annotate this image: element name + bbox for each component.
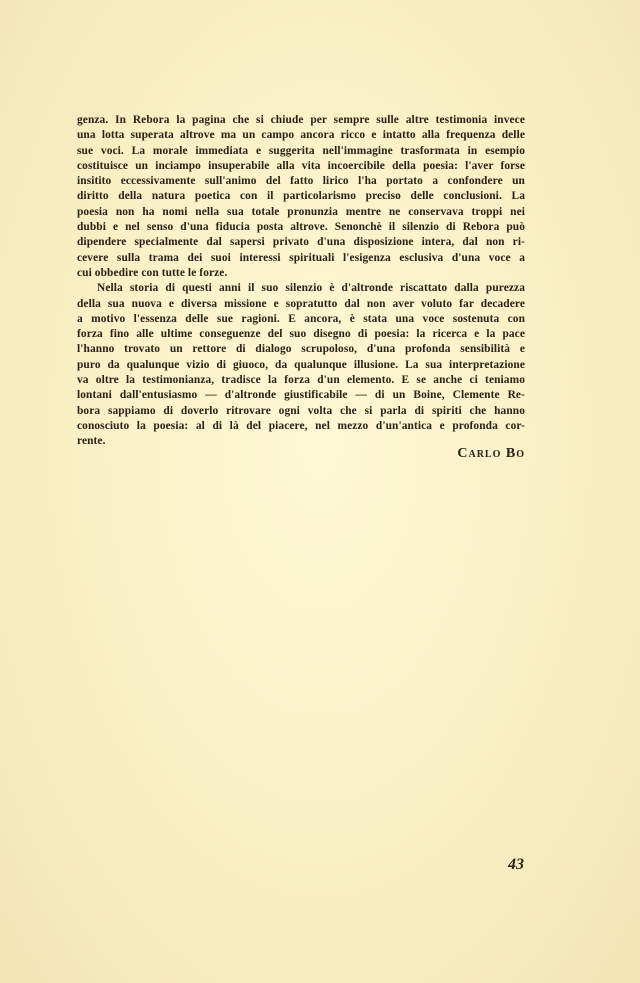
text-line: lontani dall'entusiasmo — d'altronde giustificabile — di un Boine, Clemente Re-: [77, 389, 525, 402]
text-line: puro da qualunque vizio di giuoco, da qualunque illusione. La sua interpretazione: [77, 358, 525, 371]
text-line: costituisce un inciampo insuperabile alla vita incoercibile della poesia: l'aver forse: [77, 159, 525, 172]
text-line: della sua nuova e diversa missione e sopratutto dal non aver voluto far decadere: [77, 297, 525, 310]
text-line: Nella storia di questi anni il suo silenzio è d'altronde riscattato dalla purezza: [97, 282, 525, 295]
text-line: cui obbedire con tutte le forze.: [77, 266, 228, 279]
paragraph-1: [77, 113, 525, 281]
text-line: poesia non ha nomi nella sua totale pronunzia mentre ne conservava troppi nei: [77, 205, 525, 218]
text-line: dipendere specialmente dal sapersi privato d'una disposizione intera, dal non ri-: [77, 236, 525, 249]
text-line: sue voci. La morale immediata e suggerita nell'immagine trasformata in esempio: [77, 144, 525, 157]
text-line: genza. In Rebora la pagina che si chiude per sempre sulle altre testimonia invece: [77, 114, 525, 126]
text-line: cevere sulla trama dei suoi interessi spirituali l'esigenza esclusiva d'una voce a: [77, 251, 525, 264]
text-line: conosciuto la poesia: al di là del piacere, nel mezzo d'un'antica e profonda cor-: [77, 419, 525, 432]
article-body: [77, 113, 525, 450]
text-line: va oltre la testimonianza, tradisce la forza d'un elemento. E se anche ci teniamo: [77, 374, 525, 387]
text-line: forza fino alle ultime conseguenze del suo disegno di poesia: la ricerca e la pace: [77, 328, 525, 341]
text-line: bora sappiamo di doverlo ritrovare ogni volta che si parla di spiriti che hanno: [77, 404, 525, 417]
text-line: insitito eccessivamente sull'animo del fatto lirico l'ha portato a confondere un: [77, 175, 525, 188]
text-line: una lotta superata altrove ma un campo ancora ricco e intatto alla frequenza delle: [77, 129, 525, 142]
text-line: l'hanno trovato un rettore di dialogo scrupoloso, d'una profonda sensibilità e: [77, 343, 525, 356]
author-signature: Carlo Bo: [457, 446, 525, 461]
text-line: a motivo l'essenza delle sue ragioni. E ancora, è stata una voce sostenuta con: [77, 312, 525, 325]
text-line: diritto della natura poetica con il particolarismo preciso delle conclusioni. La: [77, 190, 525, 203]
paragraph-2: [77, 281, 525, 449]
text-line: dubbi e nel senso d'una fiducia posta altrove. Senonchè il silenzio di Rebora può: [77, 221, 525, 234]
page-number: 43: [508, 856, 524, 873]
text-line: rente.: [77, 435, 106, 448]
